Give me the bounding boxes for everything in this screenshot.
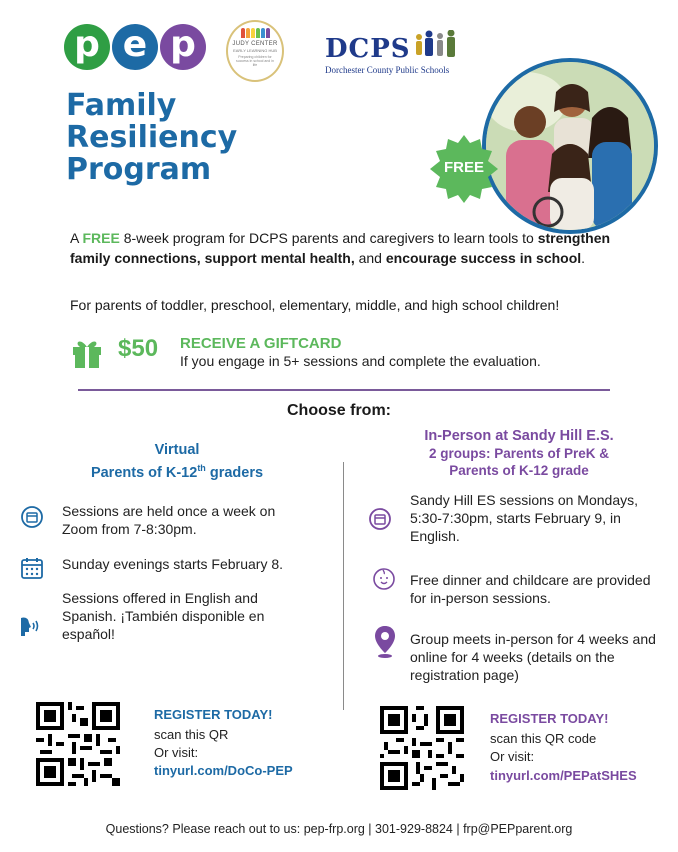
intro-text-3: and bbox=[358, 250, 382, 266]
intro-bold-2: encourage success in school bbox=[385, 250, 582, 266]
pep-logo-letter-p: p bbox=[64, 24, 110, 70]
family-photo-illustration bbox=[486, 62, 654, 230]
virtual-item-1: Sessions are held once a week on Zoom from 7-8:30pm. bbox=[62, 503, 276, 537]
virtual-item-3: Sessions offered in English and Spanish. ¡También disponible en español! bbox=[62, 590, 265, 642]
in-person-heading-3: Parents of K-12 grade bbox=[449, 463, 589, 478]
virtual-heading-sup: th bbox=[197, 463, 206, 473]
register-today-in-person: REGISTER TODAY! bbox=[490, 711, 609, 726]
speaking-head-icon bbox=[18, 614, 42, 638]
intro-free-word: FREE bbox=[82, 230, 120, 246]
pep-logo-letter-e: e bbox=[112, 24, 158, 70]
location-pin-icon bbox=[373, 625, 397, 659]
page-title bbox=[66, 90, 237, 186]
column-divider bbox=[343, 462, 344, 710]
link-virtual[interactable]: tinyurl.com/DoCo-PEP bbox=[154, 763, 293, 778]
in-person-heading bbox=[360, 428, 678, 479]
dcps-letters: DCPS bbox=[325, 34, 411, 64]
link-in-person[interactable]: tinyurl.com/PEPatSHES bbox=[490, 768, 637, 783]
dcps-logo bbox=[325, 30, 473, 82]
in-person-heading-1: In-Person at Sandy Hill E.S. bbox=[424, 428, 614, 444]
judy-center-logo bbox=[226, 20, 284, 82]
calendar-icon bbox=[20, 556, 44, 580]
intro-text-1: A bbox=[70, 230, 79, 246]
baby-face-icon bbox=[372, 567, 396, 591]
in-person-item-2: Free dinner and childcare are provided for in-person sessions. bbox=[410, 572, 651, 606]
virtual-heading-3: graders bbox=[209, 464, 264, 481]
gift-icon bbox=[70, 335, 104, 374]
choose-label: Choose from: bbox=[287, 402, 391, 419]
scan-qr-in-person: scan this QR code bbox=[490, 731, 597, 746]
giftcard-subtitle: If you engage in 5+ sessions and complete the evaluation. bbox=[180, 353, 541, 369]
section-divider bbox=[78, 389, 610, 391]
virtual-heading bbox=[40, 441, 314, 482]
title-line-1: Family bbox=[66, 88, 177, 123]
or-visit-in-person: Or visit: bbox=[490, 749, 535, 764]
title-line-2: Resiliency bbox=[66, 120, 238, 155]
title-line-3: Program bbox=[66, 152, 212, 187]
giftcard-amount: $50 bbox=[118, 335, 159, 362]
virtual-heading-2: Parents of K-12 bbox=[90, 464, 198, 481]
in-person-item-3: Group meets in-person for 4 weeks and online for 4 weeks (details on the registration page) bbox=[410, 631, 656, 683]
judy-center-subtitle: EARLY LEARNING HUB bbox=[233, 48, 277, 53]
intro-bold-1: strengthen family connections, support mental health, bbox=[70, 230, 611, 266]
judy-center-tagline: Preparing children for success in school and in life bbox=[236, 55, 274, 67]
virtual-item-2: Sunday evenings starts February 8. bbox=[62, 556, 284, 572]
scan-qr-virtual: scan this QR bbox=[154, 727, 229, 742]
register-today-virtual: REGISTER TODAY! bbox=[154, 707, 273, 722]
intro-text-4: . bbox=[581, 250, 586, 266]
free-badge-label: FREE bbox=[443, 159, 484, 176]
judy-figures-icon bbox=[228, 28, 282, 38]
in-person-item-1: Sandy Hill ES sessions on Mondays, 5:30-7:30pm, starts February 9, in English. bbox=[410, 492, 638, 544]
calendar-clock-icon bbox=[20, 505, 44, 529]
audience-line: For parents of toddler, preschool, elementary, middle, and high school children! bbox=[70, 297, 560, 313]
pep-logo bbox=[64, 24, 206, 74]
judy-center-name: JUDY CENTER bbox=[232, 41, 278, 47]
virtual-heading-1: Virtual bbox=[154, 442, 200, 458]
intro-text-2: 8-week program for DCPS parents and caregivers to learn tools to bbox=[123, 230, 534, 246]
pep-logo-letter-p2: p bbox=[160, 24, 206, 70]
dcps-people-icon bbox=[413, 30, 459, 64]
footer-contact: Questions? Please reach out to us: pep-frp.org | 301-929-8824 | frp@PEPparent.org bbox=[105, 822, 573, 836]
free-badge bbox=[428, 133, 500, 205]
dcps-name: Dorchester County Public Schools bbox=[325, 65, 450, 75]
qr-code-virtual[interactable] bbox=[36, 702, 120, 786]
in-person-heading-2: 2 groups: Parents of PreK & bbox=[428, 446, 610, 461]
calendar-clock-icon-2 bbox=[368, 507, 392, 531]
qr-code-in-person[interactable] bbox=[380, 706, 464, 790]
or-visit-virtual: Or visit: bbox=[154, 745, 199, 760]
intro-paragraph bbox=[70, 228, 630, 268]
family-photo bbox=[482, 58, 658, 234]
giftcard-title: RECEIVE A GIFTCARD bbox=[180, 335, 342, 352]
